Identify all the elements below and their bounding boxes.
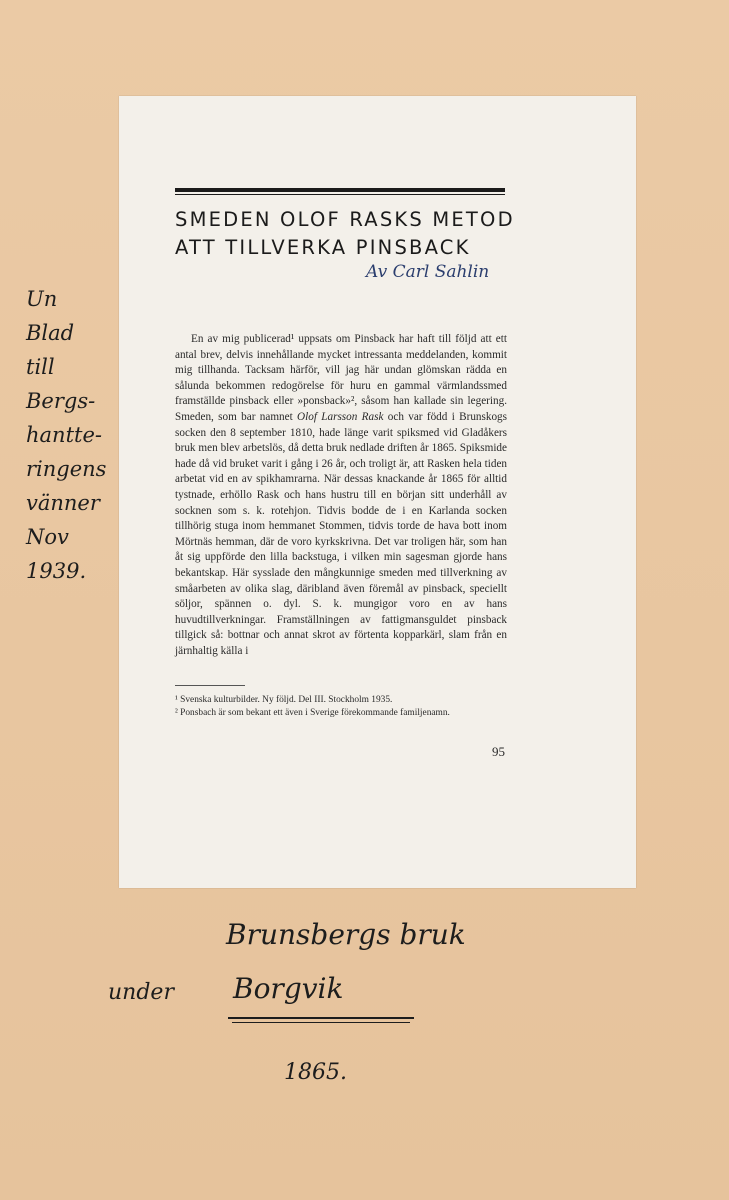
- dedication-line: ringens: [26, 457, 107, 481]
- dedication-line: till: [26, 355, 55, 379]
- body-part-1: En av mig publicerad¹ uppsats om Pinsback har haft till följd att ett antal brev, delvis innehållande mycket intressanta meddelanden, kommit mig tillhanda. Tacksam härför, vill jag här undan glömskan rädda en sålunda bekommen redogörelse för huru en gammal värmlandssmed framställde pinsback eller »ponsback»², såsom han kallade sin legering. Smeden, som bar namnet: [175, 333, 507, 423]
- title-line-2: ATT TILLVERKA PINSBACK: [175, 236, 471, 259]
- handwritten-caption-under: under: [108, 980, 174, 1005]
- article-title: [175, 206, 515, 262]
- footnotes: [175, 694, 507, 719]
- title-rule-thick: [175, 188, 505, 192]
- dedication-line: vänner: [26, 491, 100, 515]
- handwritten-byline: Av Carl Sahlin: [366, 262, 490, 282]
- title-rule-thin: [175, 194, 505, 195]
- body-part-2: och var född i Brunskogs socken den 8 september 1810, hade länge varit spiksmed vid Gladåkers bruk men blev arbetslös, då detta bruk nedlade driften år 1865. Spiksmide hade då vid bruket varit i gång i 26 år, och troligt är, att Rasken hela tiden arbetat vid en av spikhamrarna. När dessas knackande år 1865 för alltid tystnade, erhöllo Rask och hans hustru till en början sitt underhåll av socknen som s. k. rotehjon. Tidvis bodde de i en Karlanda socken tillhörig stuga inom hemmanet Stommen, tidvis torde de hava bott inom Mörtnäs hemman, där de voro kyrkskrivna. Det var troligen här, som han åt sig uppförde den lilla backstuga, i vilken min sagesman gjorde hans bekantskap. Här sysslade den mångkunnige smeden med tillverkning av småarbeten av olika slag, däribland även föremål av pinsback, speciellt söljor, spännen o. dyl. S. k. mungigor voro en av hans huvudtillverkningar. Framställningen av fattigmansguldet pinsback tillgick så: bottnar och annat skrot av förtenta kopparkärl, slam från en järnhaltig källa i: [175, 410, 508, 657]
- caption-underline: [228, 1017, 414, 1019]
- handwritten-caption-line-1: Brunsbergs bruk: [226, 918, 466, 951]
- footnote-1: ¹ Svenska kulturbilder. Ny följd. Del III. Stockholm 1935.: [175, 695, 393, 705]
- article-body: [175, 332, 507, 659]
- dedication-line: Nov: [26, 525, 69, 549]
- handwritten-dedication: [26, 282, 106, 588]
- dedication-line: 1939.: [26, 559, 87, 583]
- dedication-line: Bergs-: [26, 389, 96, 413]
- dedication-line: Blad: [26, 321, 75, 345]
- page-number: 95: [492, 744, 505, 759]
- dedication-line: hantte-: [26, 423, 102, 447]
- handwritten-caption-line-2: Borgvik: [233, 972, 344, 1005]
- smith-name: Olof Larsson Rask: [297, 410, 384, 423]
- handwritten-year: 1865.: [284, 1060, 347, 1085]
- printed-page: [119, 96, 636, 888]
- footnote-rule: [175, 685, 245, 686]
- caption-underline-thin: [232, 1022, 410, 1023]
- footnote-2: ² Ponsbach är som bekant ett även i Sverige förekommande familjenamn.: [175, 707, 450, 718]
- dedication-line: Un: [26, 287, 58, 311]
- title-line-1: SMEDEN OLOF RASKS METOD: [175, 208, 515, 231]
